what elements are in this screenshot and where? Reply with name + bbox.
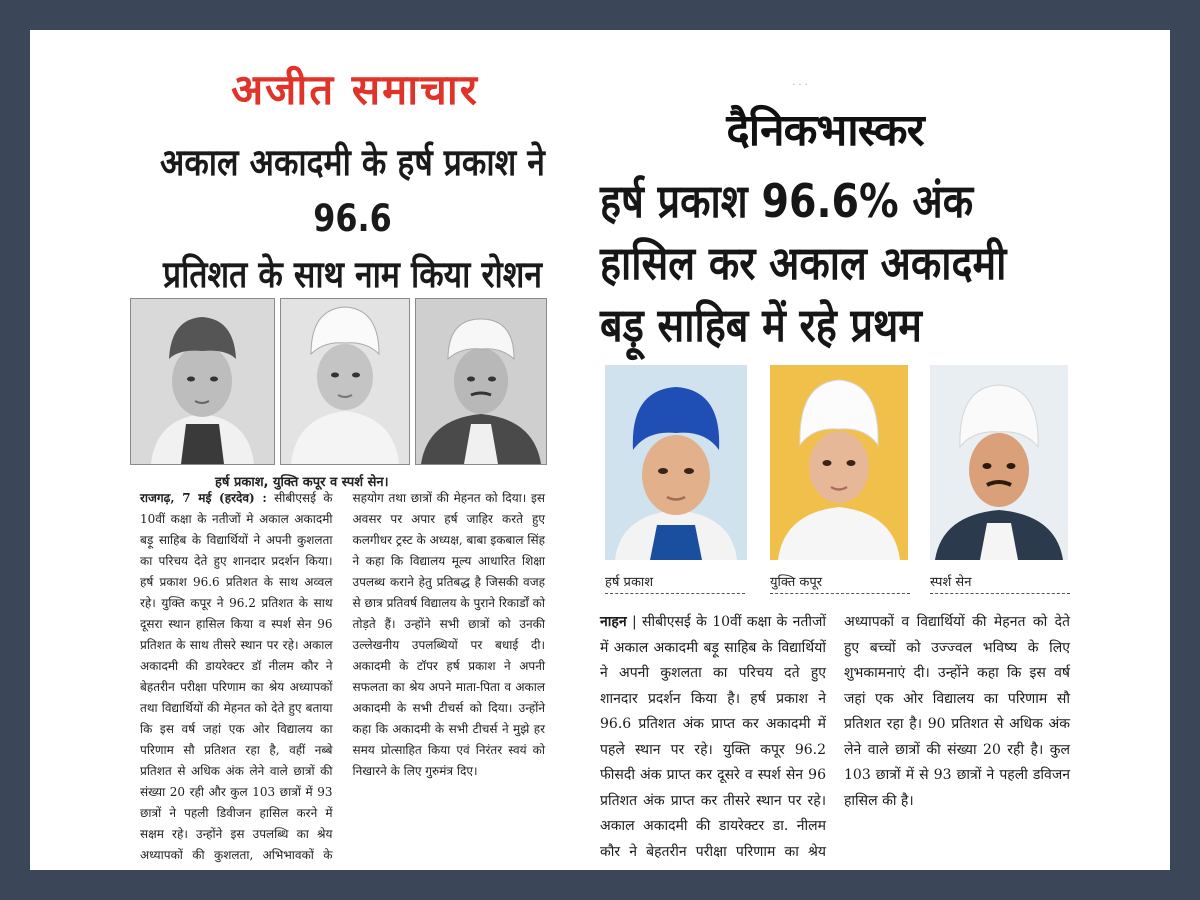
photo-yukti-kapoor-bw xyxy=(280,298,410,465)
dainik-bhaskar-clipping xyxy=(600,80,1100,870)
bhaskar-headline-line3: बड़ू साहिब में रहे प्रथम xyxy=(600,298,922,352)
decorative-dots: · · · xyxy=(792,80,808,91)
bhaskar-headline-line1: हर्ष प्रकाश 96.6% अंक xyxy=(600,174,974,228)
caption-sparsh-sen: स्पर्श सेन xyxy=(930,572,1070,594)
photo-sparsh-sen-color xyxy=(930,365,1068,560)
ajit-photo-caption: हर्ष प्रकाश, युक्ति कपूर व स्पर्श सेन। xyxy=(215,475,389,490)
caption-yukti-kapoor: युक्ति कपूर xyxy=(770,572,910,594)
clipping-sheet xyxy=(30,30,1170,870)
photo-yukti-kapoor-color xyxy=(770,365,908,560)
photo-sparsh-sen-bw xyxy=(415,298,547,465)
ajit-article-body xyxy=(140,488,545,870)
ajit-body-text: सीबीएसई के 10वीं कक्षा के नतीजों मे अकाल अकादमी बड़ू साहिब के विद्यार्थियों ने अपनी कुशलता का परिचय देते हुए शानदार प्रदर्शन किया। हर्ष प्रकाश 96.6 प्रतिशत के साथ अव्वल रहे। युक्ति कपूर ने 96.2 प्रतिशत के साथ दूसरा स्थान हासिल किया व स्पर्श सेन 96 प्रतिशत के साथ तीसरे स्थान पर रहे। अकाल अकादमी की डायरेक्टर डॉ नीलम कौर ने बेहतरीन परीक्षा परिणाम का श्रेय अध्यापकों तथा विद्यार्थियों की मेहनत को देते हुए बताया कि इस वर्ष जहां एक ओर विद्यालय का परिणाम सौ प्रतिशत रहा है, वहीं नब्बे प्रतिशत से अधिक अंक लेने वाले छात्रों की संख्या 20 रही और कुल 103 छात्रों में 93 छात्रों ने पहली डिवीजन हासिल करने में सक्षम रहे। उन्होंने इस उपलब्धि का श्रेय अध्यापकों की कुशलता, अभिभावकों के सहयोग तथा छात्रों की मेहनत को दिया। इस अवसर पर अपार हर्ष जाहिर करते हुए कलगीधर ट्रस्ट के अध्यक्ष, बाबा इकबाल सिंह ने कहा कि विद्यालय मूल्य आधारित शिक्षा उपलब्ध कराने हेतु प्रतिबद्ध है जिसकी वजह से छात्र प्रतिवर्ष विद्यालय के पुराने रिकार्डों को तोड़ते हैं। उन्होंने सभी छात्रों को उनकी उल्लेखनीय उपलब्धियों पर बधाई दी। अकादमी के टॉपर हर्ष प्रकाश ने अपनी सफलता का श्रेय अपने माता-पिता व अकाल अकादमी के सभी टीचर्स को दिया। उन्होंने कहा कि अकादमी के सभी टीचर्स ने मुझे हर समय प्रोत्साहित किया एवं निरंतर स्वयं को निखारने के लिए गुरुमंत्र दिए। xyxy=(140,491,545,862)
bhaskar-dateline: नाहन xyxy=(600,614,627,630)
ajit-headline-line1: अकाल अकादमी के हर्ष प्रकाश ने 96.6 xyxy=(160,141,545,240)
ajit-headline xyxy=(157,135,548,303)
photo-harsh-prakash-bw xyxy=(130,298,275,465)
ajit-masthead: अजीत समाचार xyxy=(231,65,479,114)
bhaskar-masthead: दैनिकभास्कर xyxy=(726,105,924,156)
bhaskar-photo-captions xyxy=(600,570,1070,610)
photo-harsh-prakash-color xyxy=(605,365,747,560)
bhaskar-article-body xyxy=(600,610,1070,870)
dateline-separator: | xyxy=(631,614,643,630)
ajit-photos xyxy=(130,298,545,463)
caption-harsh-prakash: हर्ष प्रकाश xyxy=(605,572,745,594)
ajit-dateline: राजगढ़, 7 मई (हरदेव) : xyxy=(140,491,267,505)
bhaskar-body-text: सीबीएसई के 10वीं कक्षा के नतीजों में अकाल अकादमी बड़ू साहिब के विद्यार्थियों ने अपनी कुशलता का परिचय दते हुए शानदार प्रदर्शन किया है। हर्ष प्रकाश ने 96.6 प्रतिशत अंक प्राप्त कर अकादमी में पहले स्थान पर रहे। युक्ति कपूर 96.2 फीसदी अंक प्राप्त कर दूसरे व स्पर्श सेन 96 प्रतिशत अंक प्राप्त कर तीसरे स्थान पर रहे। अकाल अकादमी की डायरेक्टर डा. नीलम कौर ने बेहतरीन परीक्षा परिणाम का श्रेय अध्यापकों व विद्यार्थियों की मेहनत को देते हुए बच्चों को उज्ज्वल भविष्य के लिए शुभकामनाएं दी। उन्होंने कहा कि इस वर्ष जहां एक ओर विद्यालय का परिणाम सौ प्रतिशत रहा है। 90 प्रतिशत से अधिक अंक लेने वाले छात्रों की संख्या 20 रही है। कुल 103 छात्रों में से 93 छात्रों ने पहली डविजन हासिल की है। xyxy=(600,614,1070,860)
ajit-headline-line2: प्रतिशत के साथ नाम किया रोशन xyxy=(162,253,543,296)
ajit-samachar-clipping xyxy=(125,60,580,870)
bhaskar-headline-line2: हासिल कर अकाल अकादमी xyxy=(600,236,1007,290)
bhaskar-headline xyxy=(600,170,1030,356)
bhaskar-photos xyxy=(600,365,1070,565)
